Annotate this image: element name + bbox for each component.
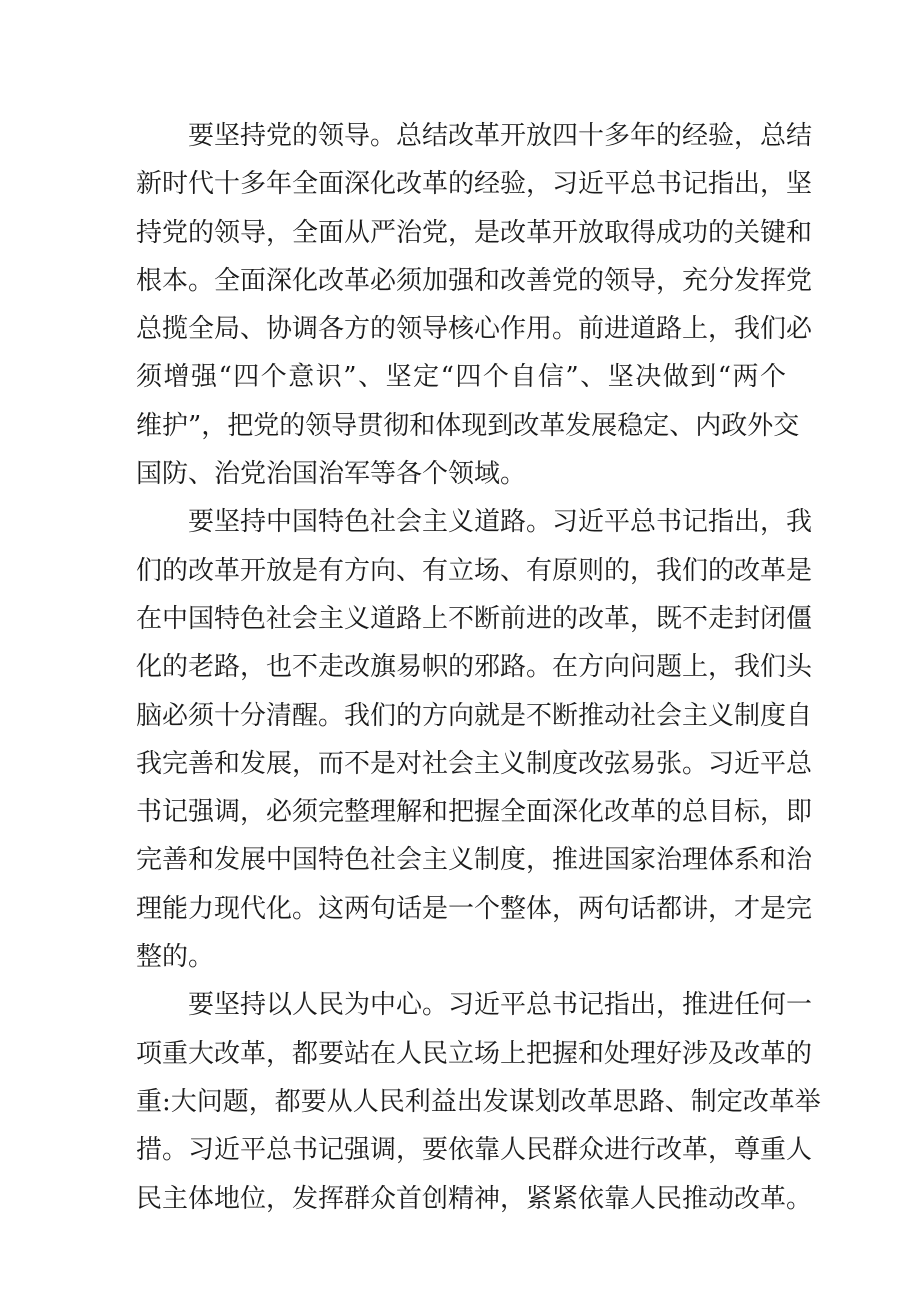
paragraph-line: 国防、治党治国治军等各个领域。 — [136, 459, 527, 490]
paragraph-line: 化的老路，也不走改旗易帜的邪路。在方向问题上，我们头 — [136, 652, 813, 683]
paragraph-line: 理能力现代化。这两句话是一个整体，两句话都讲，才是完 — [136, 893, 813, 924]
paragraph-line: 要坚持中国特色社会主义道路。习近平总书记指出，我 — [188, 507, 813, 538]
paragraph-line: 们的改革开放是有方向、有立场、有原则的，我们的改革是 — [136, 555, 813, 586]
paragraph-line: 总揽全局、协调各方的领导核心作用。前进道路上，我们必 — [136, 314, 813, 345]
paragraph-line: 重:大问题，都要从人民利益出发谋划改革思路、制定改革举 — [136, 1086, 821, 1117]
paragraph-socialist-road — [136, 498, 813, 981]
paragraph-line: 持党的领导，全面从严治党，是改革开放取得成功的关键和 — [136, 217, 813, 248]
paragraph-line: 根本。全面深化改革必须加强和改善党的领导，充分发挥党 — [136, 265, 813, 296]
paragraph-line: 整的。 — [136, 942, 215, 973]
paragraph-party-leadership — [136, 112, 813, 498]
paragraph-line: 在中国特色社会主义道路上不断前进的改革，既不走封闭僵 — [136, 603, 813, 634]
paragraph-line: 完善和发展中国特色社会主义制度，推进国家治理体系和治 — [136, 845, 813, 876]
paragraph-people-centered — [136, 981, 821, 1222]
paragraph-line: 措。习近平总书记强调，要依靠人民群众进行改革，尊重人 — [136, 1135, 813, 1166]
paragraph-line: 维护”，把党的领导贯彻和体现到改革发展稳定、内政外交 — [136, 410, 800, 441]
paragraph-line: 我完善和发展，而不是对社会主义制度改弦易张。习近平总 — [136, 748, 813, 779]
paragraph-line: 书记强调，必须完整理解和把握全面深化改革的总目标，即 — [136, 797, 813, 828]
paragraph-line: 要坚持以人民为中心。习近平总书记指出，推进任何一 — [188, 990, 813, 1021]
document-body — [136, 112, 821, 1223]
paragraph-line: 民主体地位，发挥群众首创精神，紧紧依靠人民推动改革。 — [136, 1183, 813, 1214]
paragraph-line: 要坚持党的领导。总结改革开放四十多年的经验，总结 — [188, 121, 813, 151]
paragraph-line: 新时代十多年全面深化改革的经验，习近平总书记指出，坚 — [136, 169, 813, 200]
paragraph-line: 项重大改革，都要站在人民立场上把握和处理好涉及改革的 — [136, 1038, 813, 1069]
paragraph-line: 须增强“四个意识”、坚定“四个自信”、坚决做到“两个 — [136, 362, 786, 393]
paragraph-line: 脑必须十分清醒。我们的方向就是不断推动社会主义制度自 — [136, 700, 813, 731]
